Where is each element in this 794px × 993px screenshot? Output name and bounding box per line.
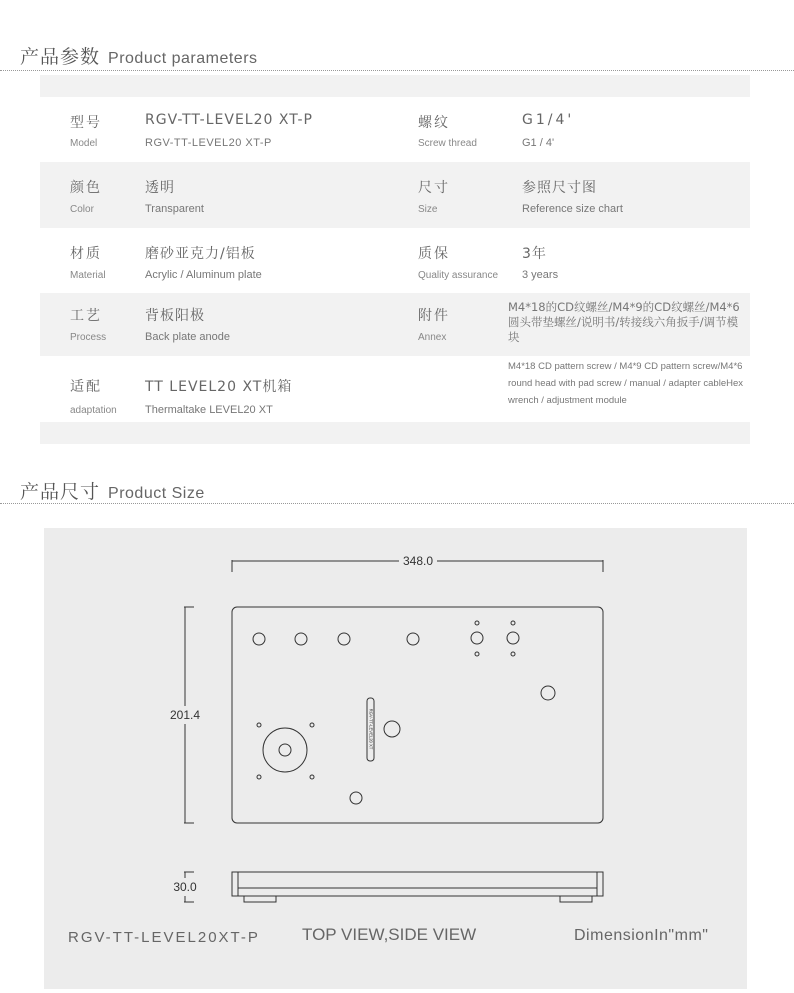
section-title-en: Product parameters (108, 50, 258, 67)
hole (350, 792, 362, 804)
size-label-en: Size (418, 204, 438, 215)
annex-value-en: M4*18 CD pattern screw / M4*9 CD pattern screw/M4*6 round head with pad screw / manual / adapter cableHex wrench / adjustment module (508, 361, 743, 406)
hole-small (310, 723, 314, 727)
model-value-en: RGV-TT-LEVEL20 XT-P (145, 137, 272, 149)
size-label-cn: 尺寸 (418, 180, 450, 196)
thread-label-cn: 螺纹 (418, 115, 450, 131)
hole (507, 632, 519, 644)
hole-small (257, 775, 261, 779)
model-label-en: Model (70, 138, 98, 149)
height-dimension-label: 201.4 (169, 708, 201, 722)
divider (0, 503, 794, 504)
warranty-value-en: 3 years (522, 269, 559, 281)
table-band (40, 75, 750, 97)
annex-value-cn: M4*18的CD纹螺丝/M4*9的CD纹螺丝/M4*6圆头带垫螺丝/说明书/转接线六角扳手/调节模块 (508, 300, 740, 344)
model-label-cn: 型号 (70, 115, 102, 131)
plate-engraving: RGV-TT-LEVEL20 XT (368, 708, 374, 750)
adaptation-value-en: Thermaltake LEVEL20 XT (145, 404, 273, 416)
model-value-cn: RGV-TT-LEVEL20 XT-P (145, 112, 313, 128)
section-title-size (20, 477, 205, 504)
hole-small (511, 652, 515, 656)
hole-small (475, 652, 479, 656)
warranty-value-cn: 3年 (522, 246, 547, 262)
side-view-foot (560, 896, 592, 902)
hole (279, 744, 291, 756)
hole (295, 633, 307, 645)
warranty-label-cn: 质保 (418, 246, 450, 262)
side-view-foot (244, 896, 276, 902)
material-value-en: Acrylic / Aluminum plate (145, 269, 262, 281)
color-label-cn: 颜色 (70, 180, 102, 196)
drawing-svg (44, 528, 747, 989)
width-dimension-label: 348.0 (402, 554, 434, 568)
thread-label-en: Screw thread (418, 138, 477, 149)
material-label-en: Material (70, 270, 106, 281)
hole-small (310, 775, 314, 779)
spec-row (40, 293, 750, 356)
color-label-en: Color (70, 204, 94, 215)
color-value-cn: 透明 (145, 180, 175, 196)
dimension-drawing (44, 528, 747, 989)
section-title-cn: 产品参数 (20, 46, 101, 68)
hole-small (257, 723, 261, 727)
process-value-en: Back plate anode (145, 331, 231, 343)
process-label-cn: 工艺 (70, 308, 102, 324)
caption-unit: DimensionIn"mm" (574, 927, 709, 944)
table-band (40, 422, 750, 444)
annex-label-en: Annex (418, 332, 447, 343)
section-title-cn: 产品尺寸 (20, 481, 101, 503)
hole-small (511, 621, 515, 625)
spec-row (40, 228, 750, 293)
spec-row (40, 97, 750, 162)
hole-small (475, 621, 479, 625)
spec-table (40, 75, 750, 445)
size-value-en: Reference size chart (522, 203, 623, 215)
hole (471, 632, 483, 644)
process-value-cn: 背板阳极 (145, 308, 205, 324)
size-value-cn: 参照尺寸图 (522, 180, 597, 196)
warranty-label-en: Quality assurance (418, 270, 499, 281)
process-label-en: Process (70, 332, 107, 343)
section-title-parameters (20, 42, 258, 69)
hole (384, 721, 400, 737)
adaptation-value-cn: TT LEVEL20 XT机箱 (145, 379, 293, 395)
material-label-cn: 材质 (70, 246, 102, 262)
adaptation-label-cn: 适配 (70, 379, 102, 395)
section-title-en: Product Size (108, 485, 205, 502)
caption-view: TOP VIEW,SIDE VIEW (302, 925, 477, 944)
hole (253, 633, 265, 645)
material-value-cn: 磨砂亚克力/铝板 (145, 246, 256, 262)
color-value-en: Transparent (145, 203, 204, 215)
side-view-outline (232, 872, 603, 896)
spec-row (40, 356, 750, 422)
thread-value-en: G1 / 4' (522, 137, 555, 149)
pump-mount (263, 728, 307, 772)
divider (0, 70, 794, 71)
thread-value-cn: G1/4' (522, 112, 575, 128)
plate-outline (232, 607, 603, 823)
hole (338, 633, 350, 645)
adaptation-label-en: adaptation (70, 405, 117, 416)
hole (541, 686, 555, 700)
spec-row (40, 162, 750, 228)
depth-dimension-label: 30.0 (173, 880, 197, 894)
hole (407, 633, 419, 645)
annex-label-cn: 附件 (418, 308, 450, 324)
caption-model: RGV-TT-LEVEL20XT-P (68, 929, 260, 946)
